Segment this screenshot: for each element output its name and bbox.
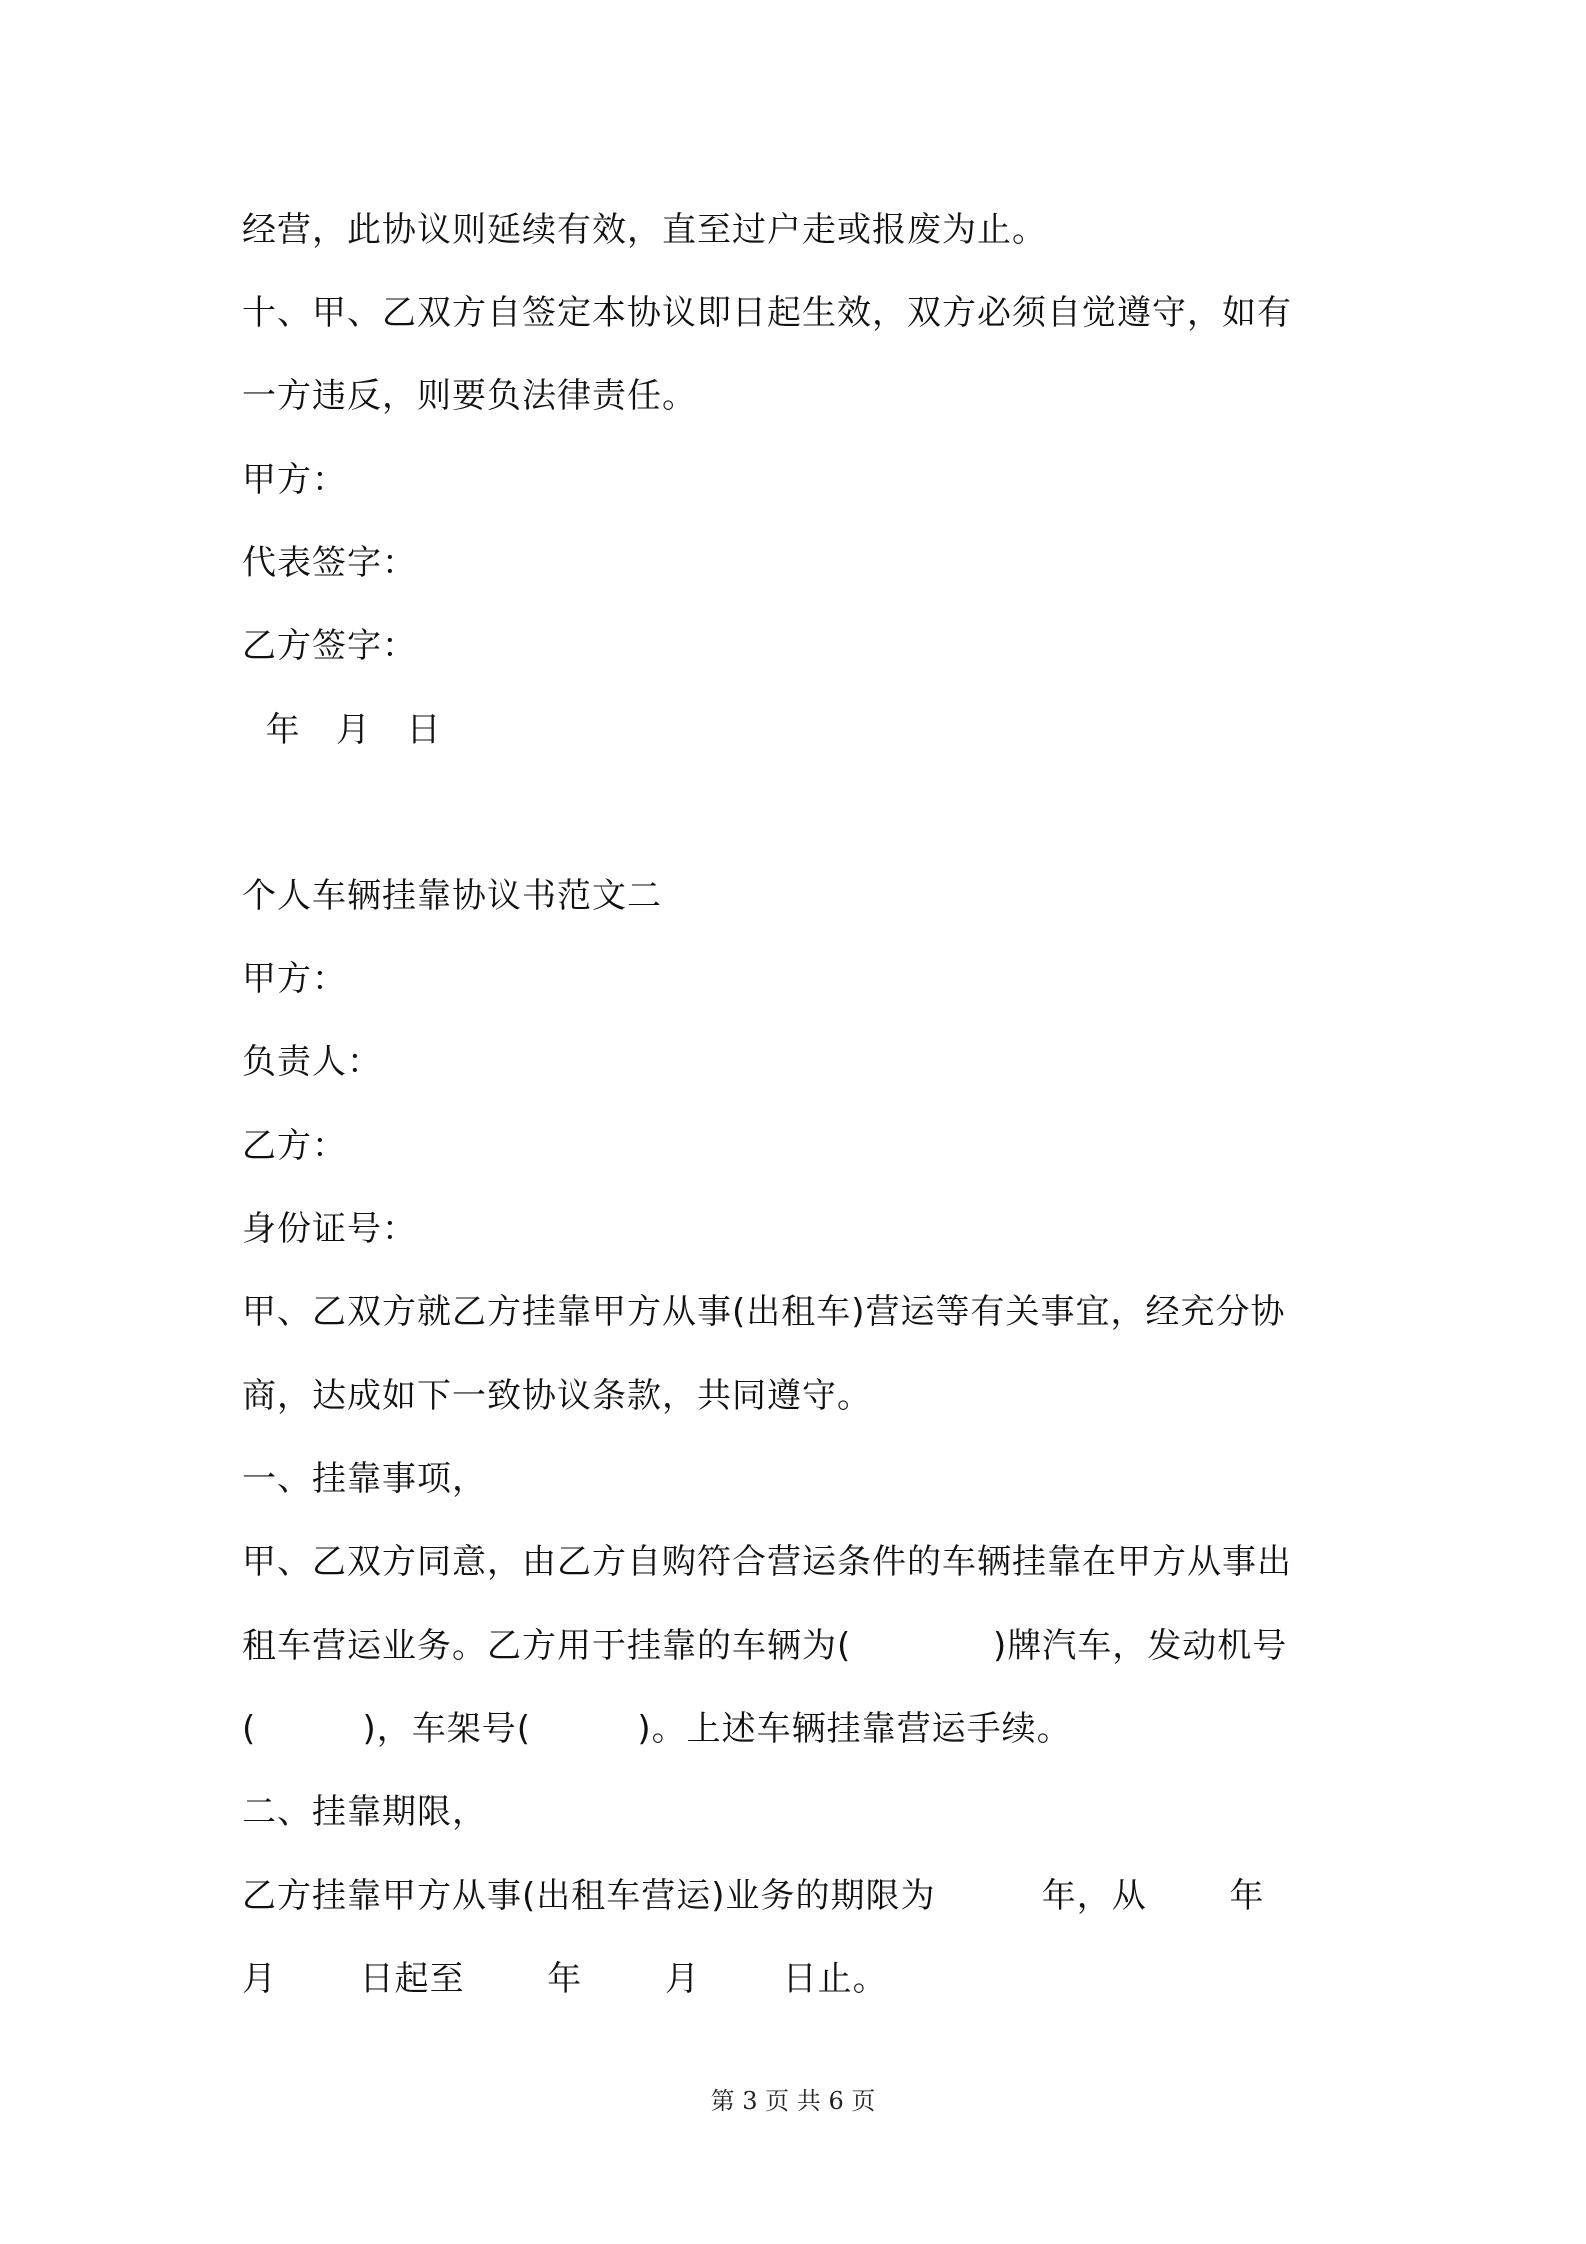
- party-b-label: 乙方：: [242, 1126, 347, 1166]
- page-number: 第 3 页 共 6 页: [710, 2087, 876, 2115]
- party-a-label: 甲方：: [242, 959, 347, 999]
- clause-one-line-1: 甲、乙双方同意，由乙方自购符合营运条件的车辆挂靠在甲方从事出: [242, 1542, 1292, 1582]
- clause-two-line-2: 月 日起至 年 月 日止。: [242, 1959, 888, 1999]
- preamble-line-2: 商，达成如下一致协议条款，共同遵守。: [242, 1376, 872, 1416]
- responsible-person-label: 负责人：: [242, 1042, 382, 1082]
- party-a-label: 甲方：: [242, 460, 347, 500]
- clause-one-line-3: ( )，车架号( )。上述车辆挂靠营运手续。: [242, 1709, 1072, 1749]
- id-number-label: 身份证号：: [242, 1209, 417, 1249]
- section-title: 个人车辆挂靠协议书范文二: [242, 876, 662, 916]
- date-line: 年 月 日: [242, 710, 442, 750]
- party-b-signature-label: 乙方签字：: [242, 626, 417, 666]
- clause-two-line-1: 乙方挂靠甲方从事(出租车营运)业务的期限为 年，从 年: [242, 1876, 1265, 1916]
- clause-two-heading: 二、挂靠期限，: [242, 1792, 487, 1832]
- clause-one-heading: 一、挂靠事项，: [242, 1459, 487, 1499]
- clause-ten-line-2: 一方违反，则要负法律责任。: [242, 376, 697, 416]
- representative-signature-label: 代表签字：: [242, 543, 417, 583]
- preamble-line-1: 甲、乙双方就乙方挂靠甲方从事(出租车)营运等有关事宜，经充分协: [242, 1292, 1286, 1332]
- paragraph-line: 经营，此协议则延续有效，直至过户走或报废为止。: [242, 210, 1047, 250]
- clause-ten-line-1: 十、甲、乙双方自签定本协议即日起生效，双方必须自觉遵守，如有: [242, 293, 1292, 333]
- clause-one-line-2: 租车营运业务。乙方用于挂靠的车辆为( )牌汽车，发动机号: [242, 1626, 1288, 1666]
